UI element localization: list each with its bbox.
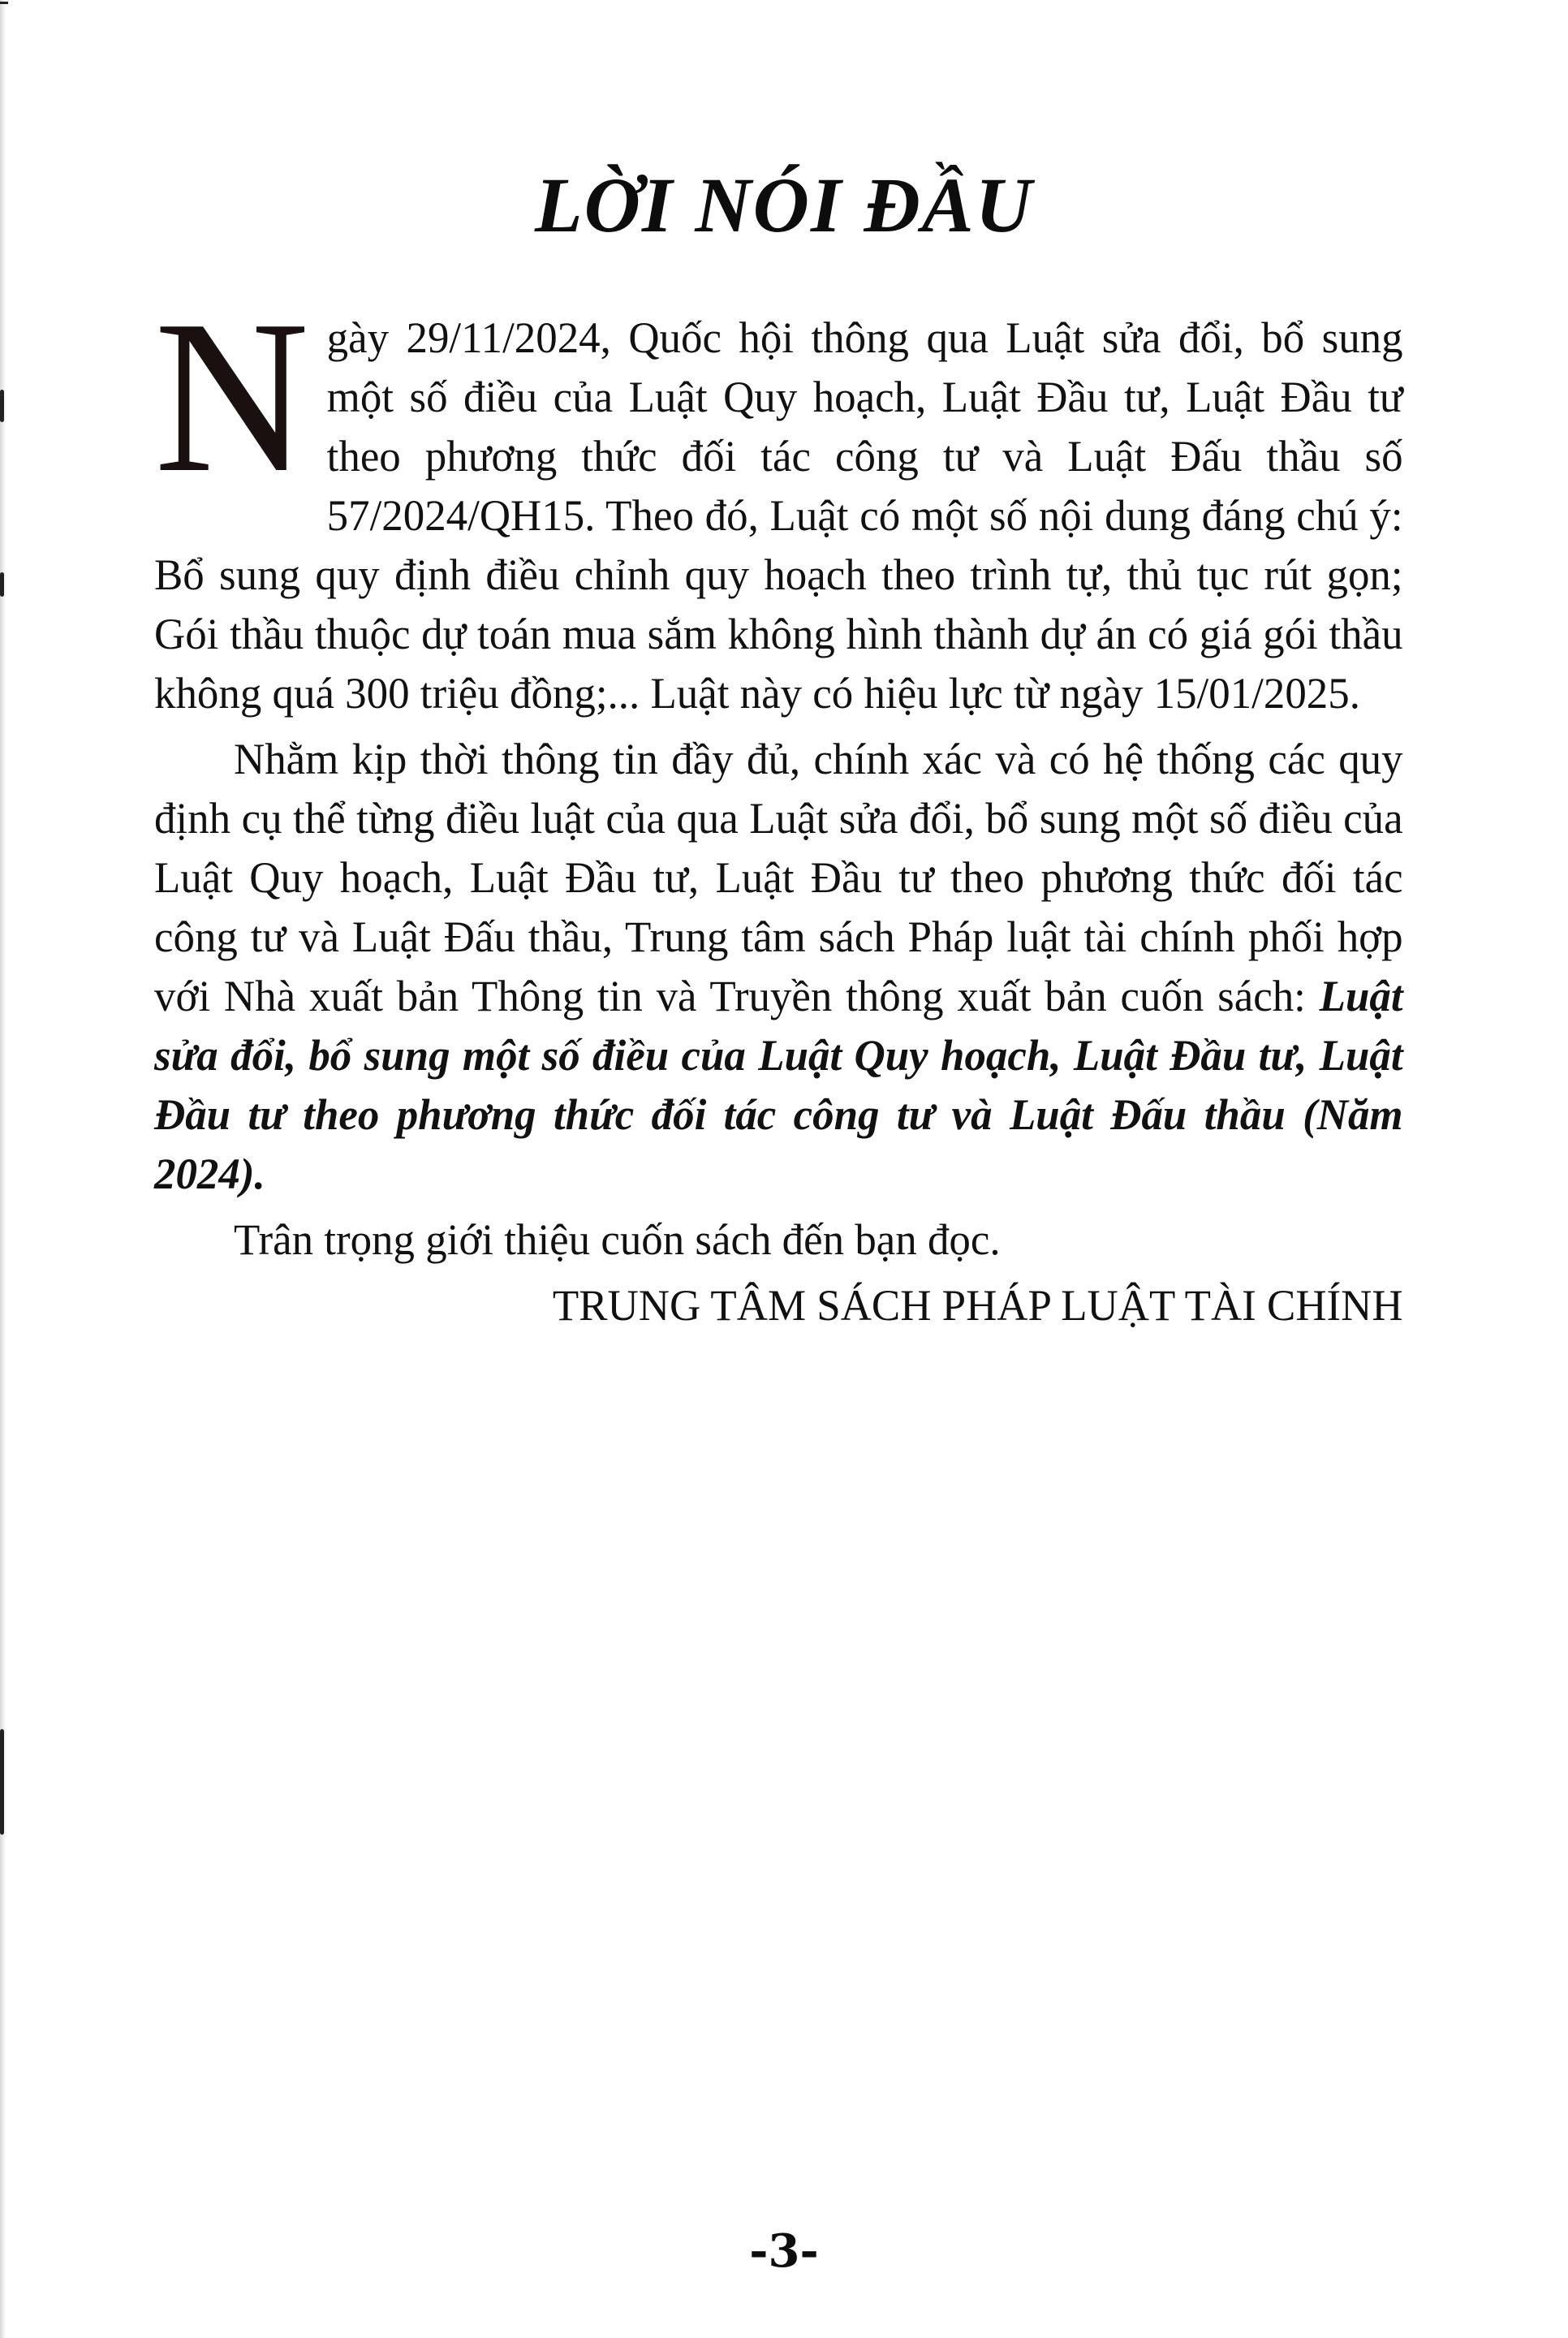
binding-mark: [0, 1729, 4, 1835]
paragraph-text: gày 29/11/2024, Quốc hội thông qua Luật sửa đổi, bổ sung một số điều của Luật Quy hoạch, Luật Đầu tư, Luật Đầu tư theo phương thức đối tác công tư và Luật Đấu thầu số 57/2024/QH15. Theo đó, Luật có một số nội dung đáng chú ý: Bổ sung quy định điều chỉnh quy hoạch theo trình tự, thủ tục rút gọn; Gói thầu thuộc dự toán mua sắm không hình thành dự án có giá gói thầu không quá 300 triệu đồng;... Luật này có hiệu lực từ ngày 15/01/2025.: [154, 313, 1403, 718]
paragraph-purpose: [154, 730, 1403, 1204]
paragraph-intro: [154, 275, 1403, 723]
signature: TRUNG TÂM SÁCH PHÁP LUẬT TÀI CHÍNH: [552, 1281, 1403, 1330]
book-gutter-edge: [0, 0, 6, 2338]
binding-mark: [0, 390, 4, 422]
paragraph-text: Nhằm kịp thời thông tin đầy đủ, chính xác và có hệ thống các quy định cụ thể từng điều luật của qua Luật sửa đổi, bổ sung một số điều của Luật Quy hoạch, Luật Đầu tư, Luật Đầu tư theo phương thức đối tác công tư và Luật Đấu thầu, Trung tâm sách Pháp luật tài chính phối hợp với Nhà xuất bản Thông tin và Truyền thông xuất bản cuốn sách:: [154, 735, 1403, 1020]
page-title: LỜI NÓI ĐẦU: [534, 162, 1034, 248]
page-number: -3-: [749, 2224, 819, 2278]
drop-cap: N: [154, 275, 310, 518]
corner-mark: [0, 2, 8, 4]
paragraph-closing: [154, 1210, 1403, 1270]
binding-mark: [0, 572, 4, 597]
document-body: [154, 275, 1403, 1335]
paragraph-text: Trân trọng giới thiệu cuốn sách đến bạn đọc.: [234, 1215, 1001, 1264]
book-title: Luật sửa đổi, bổ sung một số điều của Luật Quy hoạch, Luật Đầu tư, Luật Đầu tư theo phương thức đối tác công tư và Luật Đấu thầu (Năm 2024).: [154, 972, 1403, 1198]
